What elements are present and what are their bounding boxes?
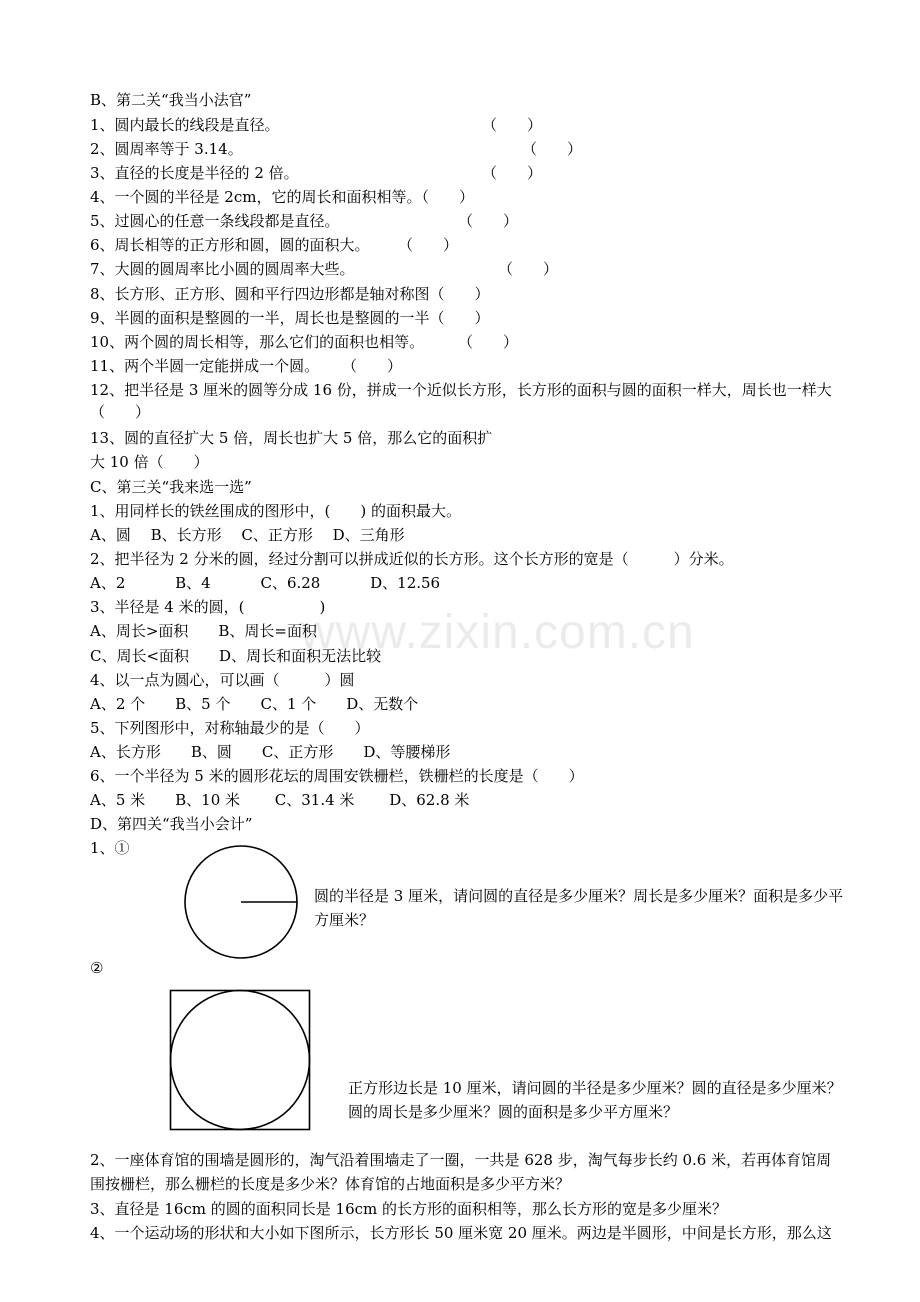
judge-item-2: 2、圆周率等于 3.14。 xyxy=(90,140,243,158)
judge-item-3: 3、直径的长度是半径的 2 倍。 xyxy=(90,164,299,182)
q1-label: 1、① xyxy=(90,839,130,857)
choice-line: A、5 米 B、10 米 C、31.4 米 D、62.8 米 xyxy=(90,791,470,809)
judge-item-3-blank[interactable]: （ ） xyxy=(482,164,543,182)
judge-item-12-blank[interactable]: （ ） xyxy=(90,403,151,421)
choice-line: 2、把半径为 2 分米的圆，经过分割可以拼成近似的长方形。这个长方形的宽是（ ）分米。 xyxy=(90,550,734,568)
section-c-title: C、第三关“我来选一选” xyxy=(90,478,252,496)
q2-text-line1: 正方形边长是 10 厘米，请问圆的半径是多少厘米？圆的直径是多少厘米？ xyxy=(348,1079,842,1097)
problem-3: 3、直径是 16cm 的圆的面积同长是 16cm 的长方形的面积相等，那么长方形的宽是多少厘米？ xyxy=(90,1200,728,1218)
judge-item-12: 12、把半径是 3 厘米的圆等分成 16 份，拼成一个近似长方形，长方形的面积与圆的面积一样大，周长也一样大 xyxy=(90,381,832,399)
judge-item-5-blank[interactable]: （ ） xyxy=(458,212,519,230)
judge-item-10: 10、两个圆的周长相等，那么它们的面积也相等。 xyxy=(90,333,425,351)
judge-item-13-cont: 大 10 倍（ ） xyxy=(90,453,209,471)
problem-2-line2: 围按栅栏，那么栅栏的长度是多少米？体育馆的占地面积是多少平方米？ xyxy=(90,1175,571,1193)
choice-line: 3、半径是 4 米的圆，( ) xyxy=(90,598,326,616)
judge-item-1-blank[interactable]: （ ） xyxy=(482,116,543,134)
choice-line: 6、一个半径为 5 米的圆形花坛的周围安铁栅栏，铁栅栏的长度是（ ） xyxy=(90,767,584,785)
judge-item-6: 6、周长相等的正方形和圆，圆的面积大。 xyxy=(90,236,370,254)
q1-text xyxy=(314,884,884,932)
section-b-title: B、第二关“我当小法官” xyxy=(90,91,252,109)
choice-line: A、2 B、4 C、6.28 D、12.56 xyxy=(90,574,441,592)
choice-line: 4、以一点为圆心，可以画（ ）圆 xyxy=(90,671,355,689)
q2-label: ② xyxy=(90,959,104,977)
section-d-title: D、第四关“我当小会计” xyxy=(90,815,253,833)
problem-2-line1: 2、一座体育馆的围墙是圆形的，淘气沿着围墙走了一圈，一共是 628 步，淘气每步长约 0.6 米，若再体育馆周 xyxy=(90,1151,832,1169)
judge-item-1: 1、圆内最长的线段是直径。 xyxy=(90,116,280,134)
judge-item-5: 5、过圆心的任意一条线段都是直径。 xyxy=(90,212,340,230)
choice-line: A、圆 B、长方形 C、正方形 D、三角形 xyxy=(90,526,405,544)
choice-line: 5、下列图形中，对称轴最少的是（ ） xyxy=(90,719,370,737)
judge-item-11: 11、两个半圆一定能拼成一个圆。 xyxy=(90,357,320,375)
q2-text xyxy=(348,1076,888,1124)
choice-line: A、周长>面积 B、周长=面积 xyxy=(90,622,317,640)
problem-4: 4、一个运动场的形状和大小如下图所示，长方形长 50 厘米宽 20 厘米。两边是半圆形，中间是长方形，那么这 xyxy=(90,1224,832,1242)
judge-item-13: 13、圆的直径扩大 5 倍，周长也扩大 5 倍，那么它的面积扩 xyxy=(90,429,493,447)
square-inscribed-circle-figure xyxy=(169,989,311,1131)
judge-item-7: 7、大圆的圆周率比小圆的圆周率大些。 xyxy=(90,260,355,278)
judge-item-2-blank[interactable]: （ ） xyxy=(522,140,583,158)
judge-item-11-blank[interactable]: （ ） xyxy=(342,357,403,375)
watermark: www.zixin.com.cn xyxy=(300,606,695,659)
q2-text-line2: 圆的周长是多少厘米？圆的面积是多少平方厘米？ xyxy=(348,1103,679,1121)
choice-line: 1、用同样长的铁丝围成的图形中，( ) 的面积最大。 xyxy=(90,502,462,520)
judge-item-10-blank[interactable]: （ ） xyxy=(458,333,519,351)
judge-item-9: 9、半圆的面积是整圆的一半，周长也是整圆的一半（ ） xyxy=(90,309,490,327)
judge-item-8: 8、长方形、正方形、圆和平行四边形都是轴对称图（ ） xyxy=(90,285,490,303)
q1-text-line2: 方厘米？ xyxy=(314,911,375,929)
choice-line: A、长方形 B、圆 C、正方形 D、等腰梯形 xyxy=(90,743,451,761)
choice-line: C、周长<面积 D、周长和面积无法比较 xyxy=(90,647,382,665)
choice-line: A、2 个 B、5 个 C、1 个 D、无数个 xyxy=(90,695,419,713)
judge-item-6-blank[interactable]: （ ） xyxy=(398,236,459,254)
circle-radius-figure xyxy=(182,843,300,961)
q1-text-line1: 圆的半径是 3 厘米，请问圆的直径是多少厘米？周长是多少厘米？面积是多少平 xyxy=(314,887,844,905)
judge-item-4: 4、一个圆的半径是 2cm，它的周长和面积相等。（ ） xyxy=(90,188,474,206)
judge-item-7-blank[interactable]: （ ） xyxy=(498,260,559,278)
